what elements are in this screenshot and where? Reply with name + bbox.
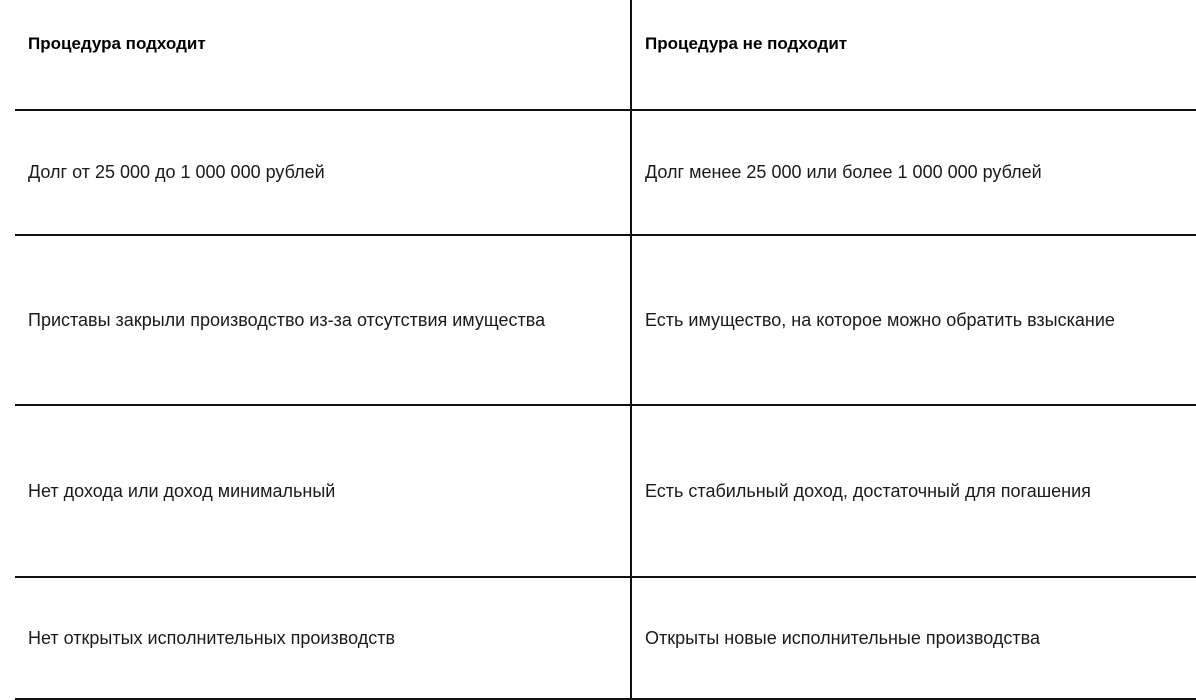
cell-suitable: Долг от 25 000 до 1 000 000 рублей (15, 111, 632, 234)
table-row (15, 406, 1196, 578)
table-row (15, 111, 1196, 236)
table-header-row (15, 0, 1196, 111)
cell-suitable: Нет дохода или доход минимальный (15, 406, 632, 576)
table-row (15, 236, 1196, 406)
cell-not-suitable: Открыты новые исполнительные производства (645, 627, 1041, 648)
cell-not-suitable: Есть стабильный доход, достаточный для погашения (645, 480, 1091, 501)
cell-not-suitable: Есть имущество, на которое можно обратить взыскание (645, 309, 1115, 330)
header-suitable: Процедура подходит (15, 0, 632, 109)
cell-suitable: Нет открытых исполнительных производств (15, 578, 632, 698)
header-not-suitable: Процедура не подходит (645, 34, 848, 53)
cell-not-suitable: Долг менее 25 000 или более 1 000 000 рублей (645, 162, 1042, 182)
cell-suitable: Приставы закрыли производство из-за отсутствия имущества (15, 236, 632, 404)
comparison-table (15, 0, 1196, 700)
table-row (15, 578, 1196, 700)
